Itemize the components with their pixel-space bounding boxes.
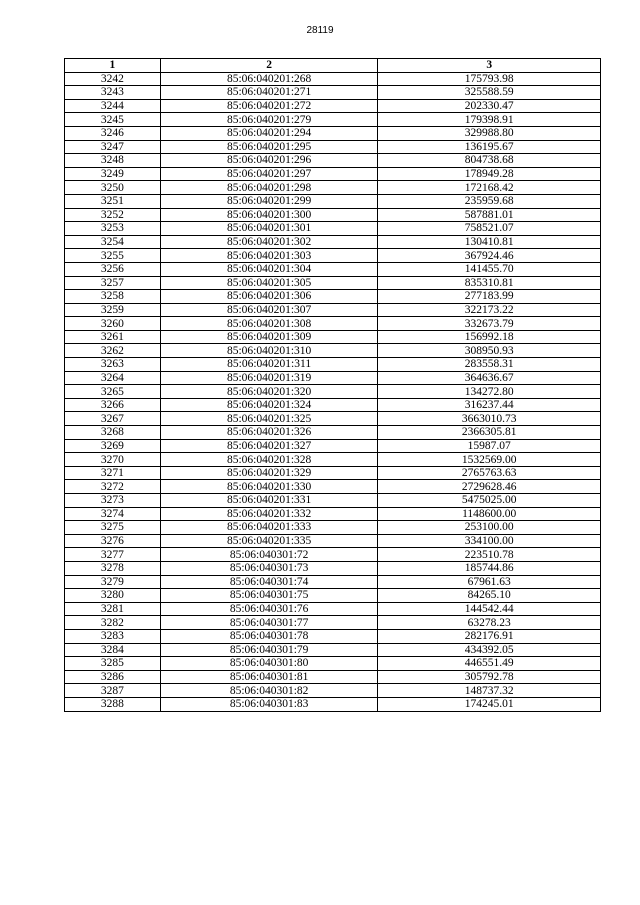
table-row	[65, 494, 601, 508]
cadastral-number-cell: 85:06:040201:319	[160, 371, 378, 385]
row-number-cell: 3255	[65, 249, 161, 263]
cadastral-number-cell: 85:06:040301:72	[160, 548, 378, 562]
cadastral-number-cell: 85:06:040201:272	[160, 99, 378, 113]
value-cell: 364636.67	[378, 371, 601, 385]
row-number-cell: 3276	[65, 534, 161, 548]
column-header-3: 3	[378, 59, 601, 73]
value-cell: 63278.23	[378, 616, 601, 630]
table-row	[65, 629, 601, 643]
value-cell: 67961.63	[378, 575, 601, 589]
value-cell: 134272.80	[378, 385, 601, 399]
value-cell: 308950.93	[378, 344, 601, 358]
table-row	[65, 616, 601, 630]
table-row	[65, 262, 601, 276]
table-header	[65, 59, 601, 73]
row-number-cell: 3253	[65, 222, 161, 236]
table-row	[65, 86, 601, 100]
table-row	[65, 534, 601, 548]
cadastral-number-cell: 85:06:040201:295	[160, 140, 378, 154]
row-number-cell: 3257	[65, 276, 161, 290]
row-number-cell: 3271	[65, 466, 161, 480]
table-row	[65, 140, 601, 154]
value-cell: 185744.86	[378, 561, 601, 575]
value-cell: 283558.31	[378, 358, 601, 372]
value-cell: 202330.47	[378, 99, 601, 113]
cadastral-number-cell: 85:06:040201:294	[160, 126, 378, 140]
row-number-cell: 3279	[65, 575, 161, 589]
value-cell: 2765763.63	[378, 466, 601, 480]
value-cell: 1532569.00	[378, 453, 601, 467]
value-cell: 329988.80	[378, 126, 601, 140]
value-cell: 804738.68	[378, 154, 601, 168]
table-row	[65, 167, 601, 181]
table-row	[65, 670, 601, 684]
cadastral-number-cell: 85:06:040201:268	[160, 72, 378, 86]
table-row	[65, 194, 601, 208]
value-cell: 835310.81	[378, 276, 601, 290]
value-cell: 758521.07	[378, 222, 601, 236]
value-cell: 5475025.00	[378, 494, 601, 508]
value-cell: 175793.98	[378, 72, 601, 86]
row-number-cell: 3277	[65, 548, 161, 562]
table-row	[65, 602, 601, 616]
cadastral-number-cell: 85:06:040201:326	[160, 426, 378, 440]
value-cell: 277183.99	[378, 290, 601, 304]
value-cell: 316237.44	[378, 398, 601, 412]
value-cell: 3663010.73	[378, 412, 601, 426]
row-number-cell: 3260	[65, 317, 161, 331]
row-number-cell: 3287	[65, 684, 161, 698]
value-cell: 367924.46	[378, 249, 601, 263]
table-row	[65, 249, 601, 263]
cadastral-number-cell: 85:06:040201:297	[160, 167, 378, 181]
cadastral-number-cell: 85:06:040201:299	[160, 194, 378, 208]
value-cell: 2729628.46	[378, 480, 601, 494]
table-row	[65, 398, 601, 412]
value-cell: 172168.42	[378, 181, 601, 195]
table-row	[65, 99, 601, 113]
cadastral-number-cell: 85:06:040201:301	[160, 222, 378, 236]
cadastral-number-cell: 85:06:040201:329	[160, 466, 378, 480]
table-body	[65, 72, 601, 711]
table-row	[65, 643, 601, 657]
row-number-cell: 3264	[65, 371, 161, 385]
cadastral-number-cell: 85:06:040201:308	[160, 317, 378, 331]
cadastral-number-cell: 85:06:040201:324	[160, 398, 378, 412]
value-cell: 141455.70	[378, 262, 601, 276]
row-number-cell: 3284	[65, 643, 161, 657]
table-row	[65, 385, 601, 399]
cadastral-number-cell: 85:06:040201:328	[160, 453, 378, 467]
table-row	[65, 154, 601, 168]
value-cell: 15987.07	[378, 439, 601, 453]
table-row	[65, 181, 601, 195]
row-number-cell: 3286	[65, 670, 161, 684]
table-row	[65, 507, 601, 521]
row-number-cell: 3283	[65, 629, 161, 643]
row-number-cell: 3248	[65, 154, 161, 168]
cadastral-number-cell: 85:06:040201:309	[160, 330, 378, 344]
table-header-row	[65, 59, 601, 73]
cadastral-number-cell: 85:06:040301:80	[160, 657, 378, 671]
value-cell: 446551.49	[378, 657, 601, 671]
cadastral-number-cell: 85:06:040201:304	[160, 262, 378, 276]
cadastral-number-cell: 85:06:040301:77	[160, 616, 378, 630]
cadastral-number-cell: 85:06:040301:73	[160, 561, 378, 575]
value-cell: 1148600.00	[378, 507, 601, 521]
cadastral-number-cell: 85:06:040301:82	[160, 684, 378, 698]
table-row	[65, 344, 601, 358]
cadastral-number-cell: 85:06:040201:296	[160, 154, 378, 168]
row-number-cell: 3261	[65, 330, 161, 344]
cadastral-number-cell: 85:06:040201:330	[160, 480, 378, 494]
cadastral-number-cell: 85:06:040201:279	[160, 113, 378, 127]
value-cell: 2366305.81	[378, 426, 601, 440]
row-number-cell: 3242	[65, 72, 161, 86]
value-cell: 136195.67	[378, 140, 601, 154]
table-row	[65, 235, 601, 249]
value-cell: 235959.68	[378, 194, 601, 208]
row-number-cell: 3246	[65, 126, 161, 140]
cadastral-number-cell: 85:06:040301:83	[160, 697, 378, 711]
row-number-cell: 3285	[65, 657, 161, 671]
cadastral-number-cell: 85:06:040201:298	[160, 181, 378, 195]
cadastral-number-cell: 85:06:040301:79	[160, 643, 378, 657]
table-row	[65, 697, 601, 711]
cadastral-number-cell: 85:06:040201:311	[160, 358, 378, 372]
row-number-cell: 3273	[65, 494, 161, 508]
row-number-cell: 3250	[65, 181, 161, 195]
row-number-cell: 3278	[65, 561, 161, 575]
value-cell: 334100.00	[378, 534, 601, 548]
row-number-cell: 3269	[65, 439, 161, 453]
row-number-cell: 3282	[65, 616, 161, 630]
row-number-cell: 3245	[65, 113, 161, 127]
row-number-cell: 3268	[65, 426, 161, 440]
row-number-cell: 3244	[65, 99, 161, 113]
row-number-cell: 3243	[65, 86, 161, 100]
cadastral-number-cell: 85:06:040201:300	[160, 208, 378, 222]
row-number-cell: 3275	[65, 521, 161, 535]
cadastral-number-cell: 85:06:040201:335	[160, 534, 378, 548]
row-number-cell: 3251	[65, 194, 161, 208]
table-row	[65, 276, 601, 290]
table-row	[65, 453, 601, 467]
table-row	[65, 548, 601, 562]
cadastral-number-cell: 85:06:040201:271	[160, 86, 378, 100]
value-cell: 156992.18	[378, 330, 601, 344]
value-cell: 179398.91	[378, 113, 601, 127]
cadastral-number-cell: 85:06:040201:306	[160, 290, 378, 304]
table-row	[65, 466, 601, 480]
row-number-cell: 3267	[65, 412, 161, 426]
table-row	[65, 426, 601, 440]
cadastral-number-cell: 85:06:040301:78	[160, 629, 378, 643]
table-row	[65, 222, 601, 236]
value-cell: 178949.28	[378, 167, 601, 181]
value-cell: 332673.79	[378, 317, 601, 331]
table-row	[65, 208, 601, 222]
table-row	[65, 439, 601, 453]
table-row	[65, 303, 601, 317]
table-row	[65, 480, 601, 494]
row-number-cell: 3272	[65, 480, 161, 494]
table-row	[65, 317, 601, 331]
value-cell: 148737.32	[378, 684, 601, 698]
table-row	[65, 684, 601, 698]
page-number: 28119	[306, 25, 334, 36]
column-header-1: 1	[65, 59, 161, 73]
value-cell: 305792.78	[378, 670, 601, 684]
cadastral-number-cell: 85:06:040201:333	[160, 521, 378, 535]
cadastral-number-cell: 85:06:040201:305	[160, 276, 378, 290]
table-row	[65, 412, 601, 426]
table-row	[65, 561, 601, 575]
row-number-cell: 3258	[65, 290, 161, 304]
column-header-2: 2	[160, 59, 378, 73]
row-number-cell: 3263	[65, 358, 161, 372]
table-row	[65, 371, 601, 385]
cadastral-number-cell: 85:06:040301:74	[160, 575, 378, 589]
value-cell: 174245.01	[378, 697, 601, 711]
row-number-cell: 3266	[65, 398, 161, 412]
row-number-cell: 3252	[65, 208, 161, 222]
table-row	[65, 657, 601, 671]
value-cell: 223510.78	[378, 548, 601, 562]
cadastral-number-cell: 85:06:040201:302	[160, 235, 378, 249]
value-cell: 253100.00	[378, 521, 601, 535]
table-row	[65, 126, 601, 140]
value-cell: 434392.05	[378, 643, 601, 657]
cadastral-number-cell: 85:06:040201:331	[160, 494, 378, 508]
table-row	[65, 330, 601, 344]
cadastral-number-cell: 85:06:040201:325	[160, 412, 378, 426]
value-cell: 84265.10	[378, 589, 601, 603]
table-row	[65, 358, 601, 372]
row-number-cell: 3259	[65, 303, 161, 317]
row-number-cell: 3249	[65, 167, 161, 181]
row-number-cell: 3280	[65, 589, 161, 603]
cadastral-number-cell: 85:06:040301:81	[160, 670, 378, 684]
row-number-cell: 3256	[65, 262, 161, 276]
value-cell: 282176.91	[378, 629, 601, 643]
cadastral-number-cell: 85:06:040201:320	[160, 385, 378, 399]
row-number-cell: 3247	[65, 140, 161, 154]
row-number-cell: 3270	[65, 453, 161, 467]
cadastral-number-cell: 85:06:040201:307	[160, 303, 378, 317]
cadastral-number-cell: 85:06:040301:76	[160, 602, 378, 616]
table-row	[65, 290, 601, 304]
row-number-cell: 3262	[65, 344, 161, 358]
row-number-cell: 3254	[65, 235, 161, 249]
table-row	[65, 521, 601, 535]
table-row	[65, 72, 601, 86]
row-number-cell: 3265	[65, 385, 161, 399]
table-row	[65, 113, 601, 127]
cadastral-number-cell: 85:06:040201:327	[160, 439, 378, 453]
value-cell: 587881.01	[378, 208, 601, 222]
value-cell: 325588.59	[378, 86, 601, 100]
table-row	[65, 575, 601, 589]
row-number-cell: 3274	[65, 507, 161, 521]
value-cell: 322173.22	[378, 303, 601, 317]
cadastral-number-cell: 85:06:040201:310	[160, 344, 378, 358]
value-cell: 130410.81	[378, 235, 601, 249]
value-cell: 144542.44	[378, 602, 601, 616]
cadastral-number-cell: 85:06:040201:303	[160, 249, 378, 263]
data-table	[64, 58, 601, 712]
table-row	[65, 589, 601, 603]
cadastral-number-cell: 85:06:040201:332	[160, 507, 378, 521]
row-number-cell: 3281	[65, 602, 161, 616]
row-number-cell: 3288	[65, 697, 161, 711]
cadastral-number-cell: 85:06:040301:75	[160, 589, 378, 603]
